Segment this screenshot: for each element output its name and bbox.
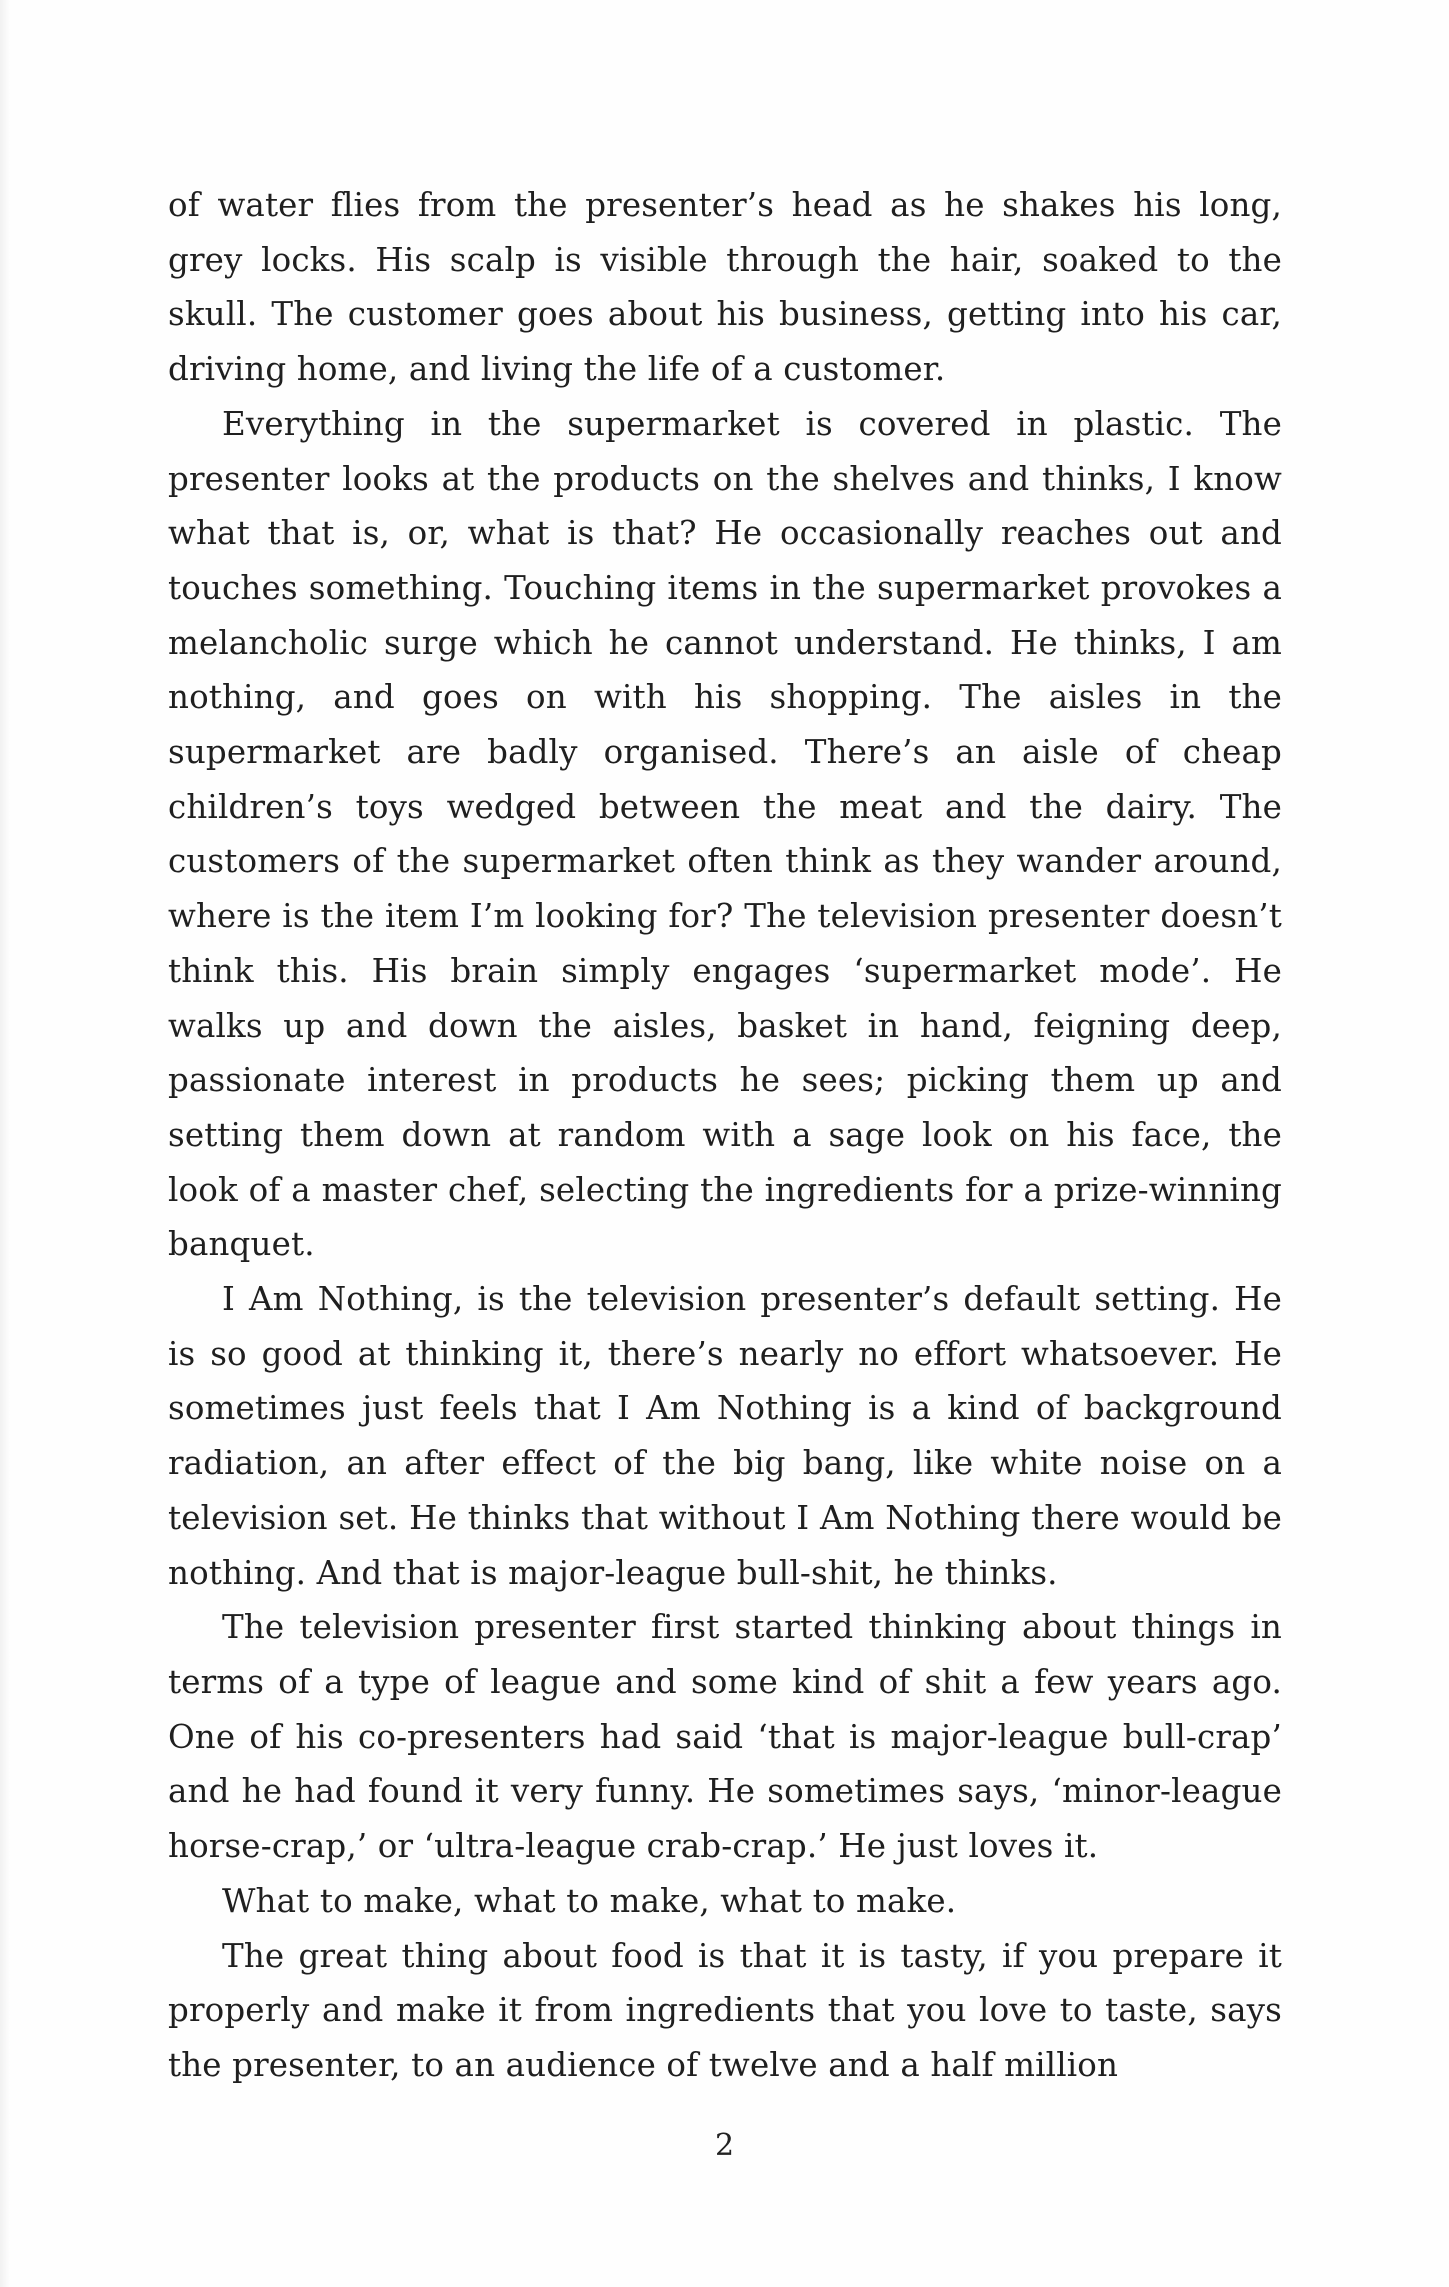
paragraph-food: The great thing about food is that it is tasty, if you prepare it properly and make it from ingredients that you love to taste, says the presenter, to an audience of twelve and a half million xyxy=(168,1936,1282,2084)
page-number: 2 xyxy=(714,2128,735,2163)
paragraph-i-am-nothing: I Am Nothing, is the television presenter’s default setting. He is so good at thinking it, there’s nearly no effort whatsoever. He sometimes just feels that I Am Nothing is a kind of background radiation, an after effect of the big bang, like white noise on a television set. He thinks that without I Am Nothing there would be nothing. And that is major-league bull-shit, he thinks. xyxy=(168,1280,1282,1592)
paragraph-league: The television presenter first started thinking about things in terms of a type of league and some kind of shit a few years ago. One of his co-presenters had said ‘that is major-league bull-crap’ and he had found it very funny. He sometimes says, ‘minor-league horse-crap,’ or ‘ultra-league crab-crap.’ He just loves it. xyxy=(168,1608,1282,1866)
paragraph-supermarket: Everything in the supermarket is covered in plastic. The presenter looks at the products on the shelves and thinks, I know what that is, or, what is that? He occasionally reaches out and touches something. Touching items in the supermarket provokes a melancholic surge which he cannot understand. He thinks, I am nothing, and goes on with his shopping. The aisles in the supermarket are badly organised. There’s an aisle of cheap children’s toys wedged between the meat and the dairy. The customers of the supermarket often think as they wander around, where is the item I’m looking for? The television presenter doesn’t think this. His brain simply engages ‘supermarket mode’. He walks up and down the aisles, basket in hand, feigning deep, passionate interest in products he sees; picking them up and setting them down at random with a sage look on his face, the look of a master chef, selecting the ingredients for a prize-winning banquet. xyxy=(168,404,1282,1264)
body-text xyxy=(168,178,1282,2093)
page-gutter-shadow xyxy=(0,0,10,2287)
paragraph-continued: of water flies from the presenter’s head as he shakes his long, grey locks. His scalp is visible through the hair, soaked to the skull. The customer goes about his business, getting into his car, driving home, and living the life of a customer. xyxy=(168,186,1282,389)
paragraph-what-to-make: What to make, what to make, what to make. xyxy=(222,1881,957,1920)
